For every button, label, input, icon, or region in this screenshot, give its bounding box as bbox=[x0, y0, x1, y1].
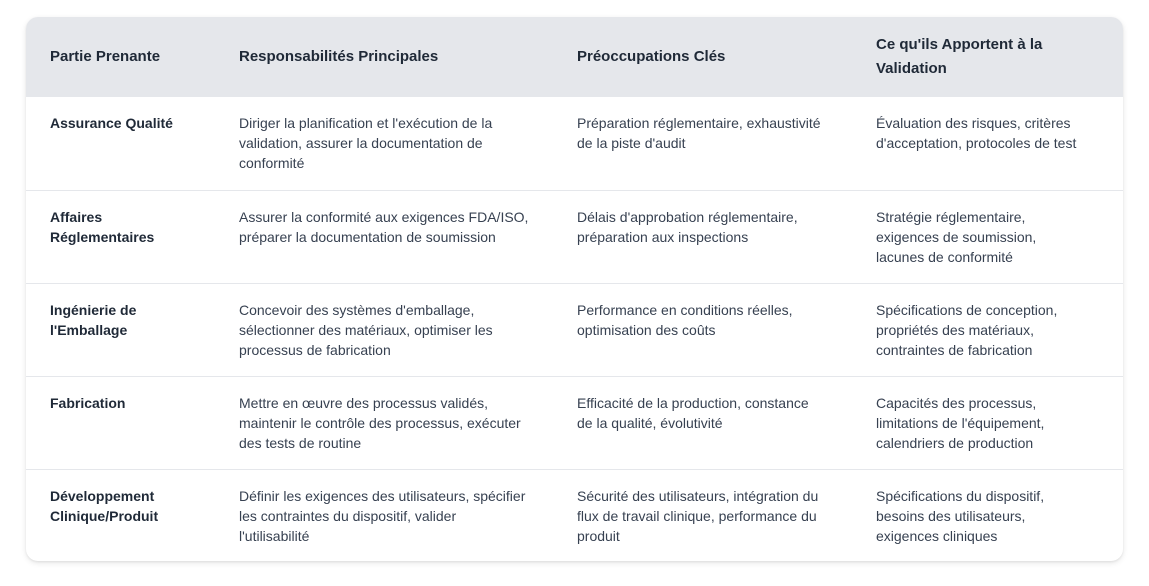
cell-stakeholder: Développement Clinique/Produit bbox=[50, 487, 159, 524]
cell-concerns: Sécurité des utilisateurs, intégration du flux de travail clinique, performance du produit bbox=[577, 487, 819, 544]
cell-stakeholder: Assurance Qualité bbox=[50, 115, 173, 131]
table-row bbox=[26, 190, 1123, 283]
cell-stakeholder: Affaires Réglementaires bbox=[50, 208, 155, 245]
header-concerns: Préoccupations Clés bbox=[577, 48, 726, 65]
cell-responsibilities: Définir les exigences des utilisateurs, spécifier les contraintes du dispositif, valider l'utilisabilité bbox=[239, 487, 526, 544]
cell-concerns: Préparation réglementaire, exhaustivité de la piste d'audit bbox=[577, 115, 821, 151]
cell-concerns: Délais d'approbation réglementaire, préparation aux inspections bbox=[577, 208, 798, 245]
stakeholder-table bbox=[26, 17, 1123, 561]
table-row bbox=[26, 376, 1123, 469]
cell-responsibilities: Concevoir des systèmes d'emballage, sélectionner des matériaux, optimiser les processus de fabrication bbox=[239, 301, 493, 358]
cell-contribution: Stratégie réglementaire, exigences de soumission, lacunes de conformité bbox=[876, 208, 1037, 265]
header-contribution: Ce qu'ils Apportent à la Validation bbox=[876, 36, 1043, 77]
table-row bbox=[26, 469, 1123, 561]
cell-stakeholder: Ingénierie de l'Emballage bbox=[50, 301, 137, 338]
header-responsibilities: Responsabilités Principales bbox=[239, 48, 439, 65]
header-stakeholder: Partie Prenante bbox=[50, 48, 161, 65]
cell-responsibilities: Assurer la conformité aux exigences FDA/ISO, préparer la documentation de soumission bbox=[239, 208, 529, 245]
cell-contribution: Capacités des processus, limitations de l'équipement, calendriers de production bbox=[876, 394, 1045, 451]
cell-concerns: Performance en conditions réelles, optimisation des coûts bbox=[577, 301, 793, 338]
table-row bbox=[26, 283, 1123, 376]
cell-contribution: Spécifications de conception, propriétés des matériaux, contraintes de fabrication bbox=[876, 301, 1058, 358]
cell-contribution: Spécifications du dispositif, besoins des utilisateurs, exigences cliniques bbox=[876, 487, 1045, 544]
cell-contribution: Évaluation des risques, critères d'acceptation, protocoles de test bbox=[876, 115, 1077, 151]
cell-responsibilities: Mettre en œuvre des processus validés, maintenir le contrôle des processus, exécuter des tests de routine bbox=[239, 394, 521, 451]
cell-responsibilities: Diriger la planification et l'exécution de la validation, assurer la documentation de conformité bbox=[239, 115, 493, 171]
stakeholder-table-card bbox=[26, 17, 1123, 561]
table-header-row bbox=[26, 17, 1123, 97]
cell-stakeholder: Fabrication bbox=[50, 394, 126, 411]
table-row bbox=[26, 97, 1123, 190]
cell-concerns: Efficacité de la production, constance de la qualité, évolutivité bbox=[577, 394, 809, 431]
